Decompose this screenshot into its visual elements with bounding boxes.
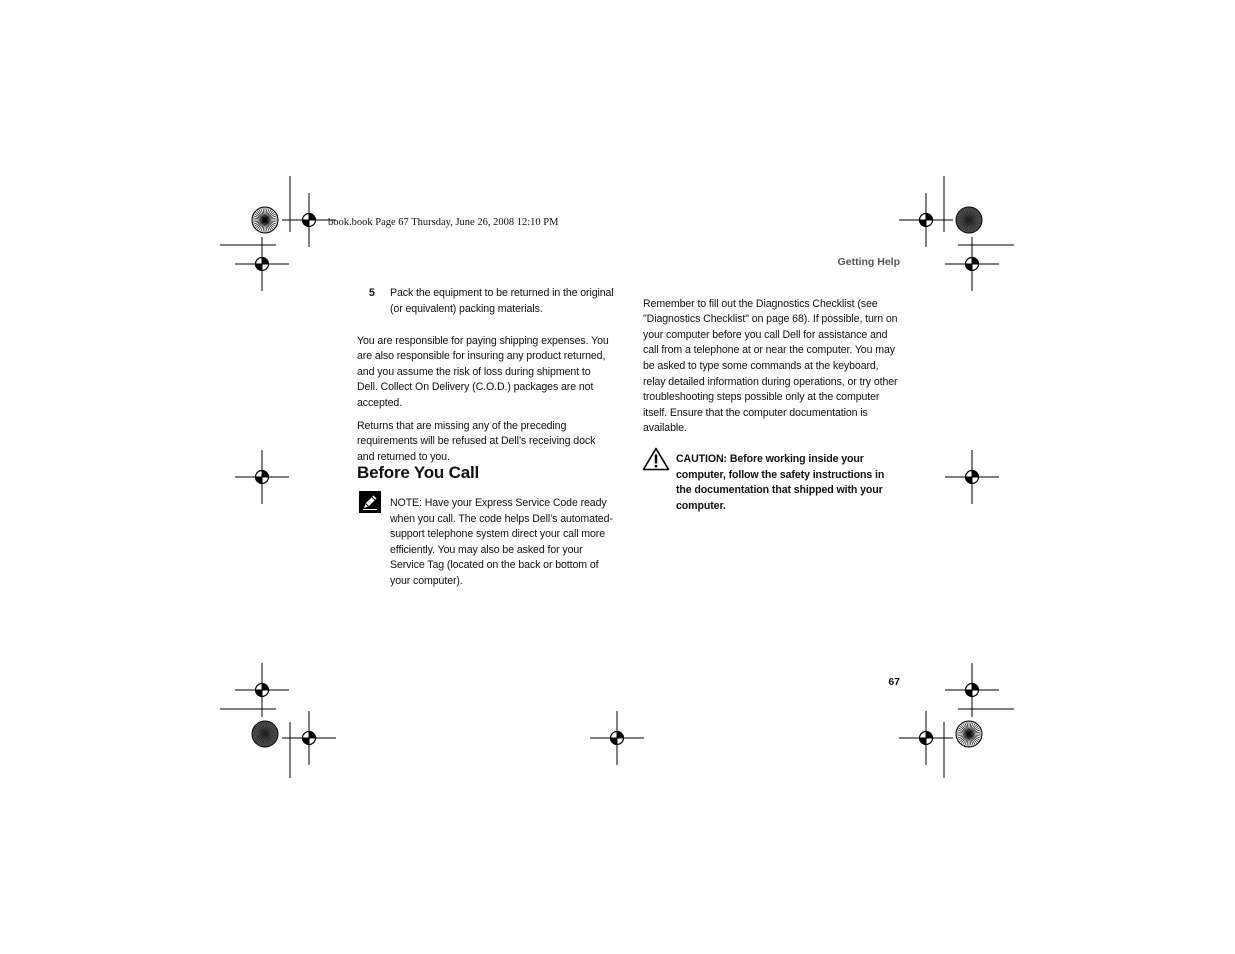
note-label: NOTE: <box>390 497 422 509</box>
crosshair-mark <box>235 237 289 291</box>
step-text: Pack the equipment to be returned in the original (or equivalent) packing materials. <box>390 287 614 315</box>
note-pencil-icon <box>359 491 381 513</box>
section-heading: Before You Call <box>357 463 480 482</box>
running-head: Getting Help <box>837 256 900 268</box>
registration-star-mark <box>956 207 982 233</box>
caution-triangle-icon <box>642 447 670 471</box>
diagnostics-paragraph: Remember to fill out the Diagnostics Checklist (see "Diagnostics Checklist" on page 68). If possible, turn on your computer before you call Dell for assistance and call from a telephone at or near the computer. You may be asked to type some commands at the keyboard, relay detailed information during operations, or try other troubleshooting steps possible only at the computer itself. Ensure that the computer documentation is available. <box>643 297 898 435</box>
returns-paragraph: Returns that are missing any of the preceding requirements will be refused at Dell’s receiving dock and returned to you. <box>357 419 596 463</box>
registration-star-mark <box>956 721 982 747</box>
crosshair-mark <box>945 237 999 291</box>
crosshair-mark <box>235 450 289 504</box>
page-number: 67 <box>888 676 900 688</box>
caution-label: CAUTION: <box>676 453 727 465</box>
shipping-paragraph: You are responsible for paying shipping expenses. You are also responsible for insuring any product returned, and you assume the risk of loss during shipment to Dell. Collect On Delivery (C.O.D.) packages are not accepted. <box>357 334 609 409</box>
registration-star-mark <box>252 721 278 747</box>
note-body: Have your Express Service Code ready when you call. The code helps Dell’s automated-support telephone system direct your call more efficiently. You may also be asked for your Service Tag (located on the back or bottom of your computer). <box>390 497 613 587</box>
step-number: 5 <box>369 287 375 299</box>
crosshair-mark <box>590 711 644 765</box>
crosshair-mark <box>899 711 953 765</box>
crosshair-mark <box>235 663 289 717</box>
crosshair-mark <box>899 193 953 247</box>
crosshair-mark <box>945 663 999 717</box>
registration-star-mark <box>252 207 278 233</box>
print-slug: book.book Page 67 Thursday, June 26, 2008 12:10 PM <box>328 217 559 228</box>
crosshair-mark <box>945 450 999 504</box>
note-text <box>390 496 615 590</box>
crosshair-mark <box>282 711 336 765</box>
caution-body: Before working inside your computer, follow the safety instructions in the documentation that shipped with your computer. <box>676 453 885 512</box>
caution-text <box>676 452 901 514</box>
